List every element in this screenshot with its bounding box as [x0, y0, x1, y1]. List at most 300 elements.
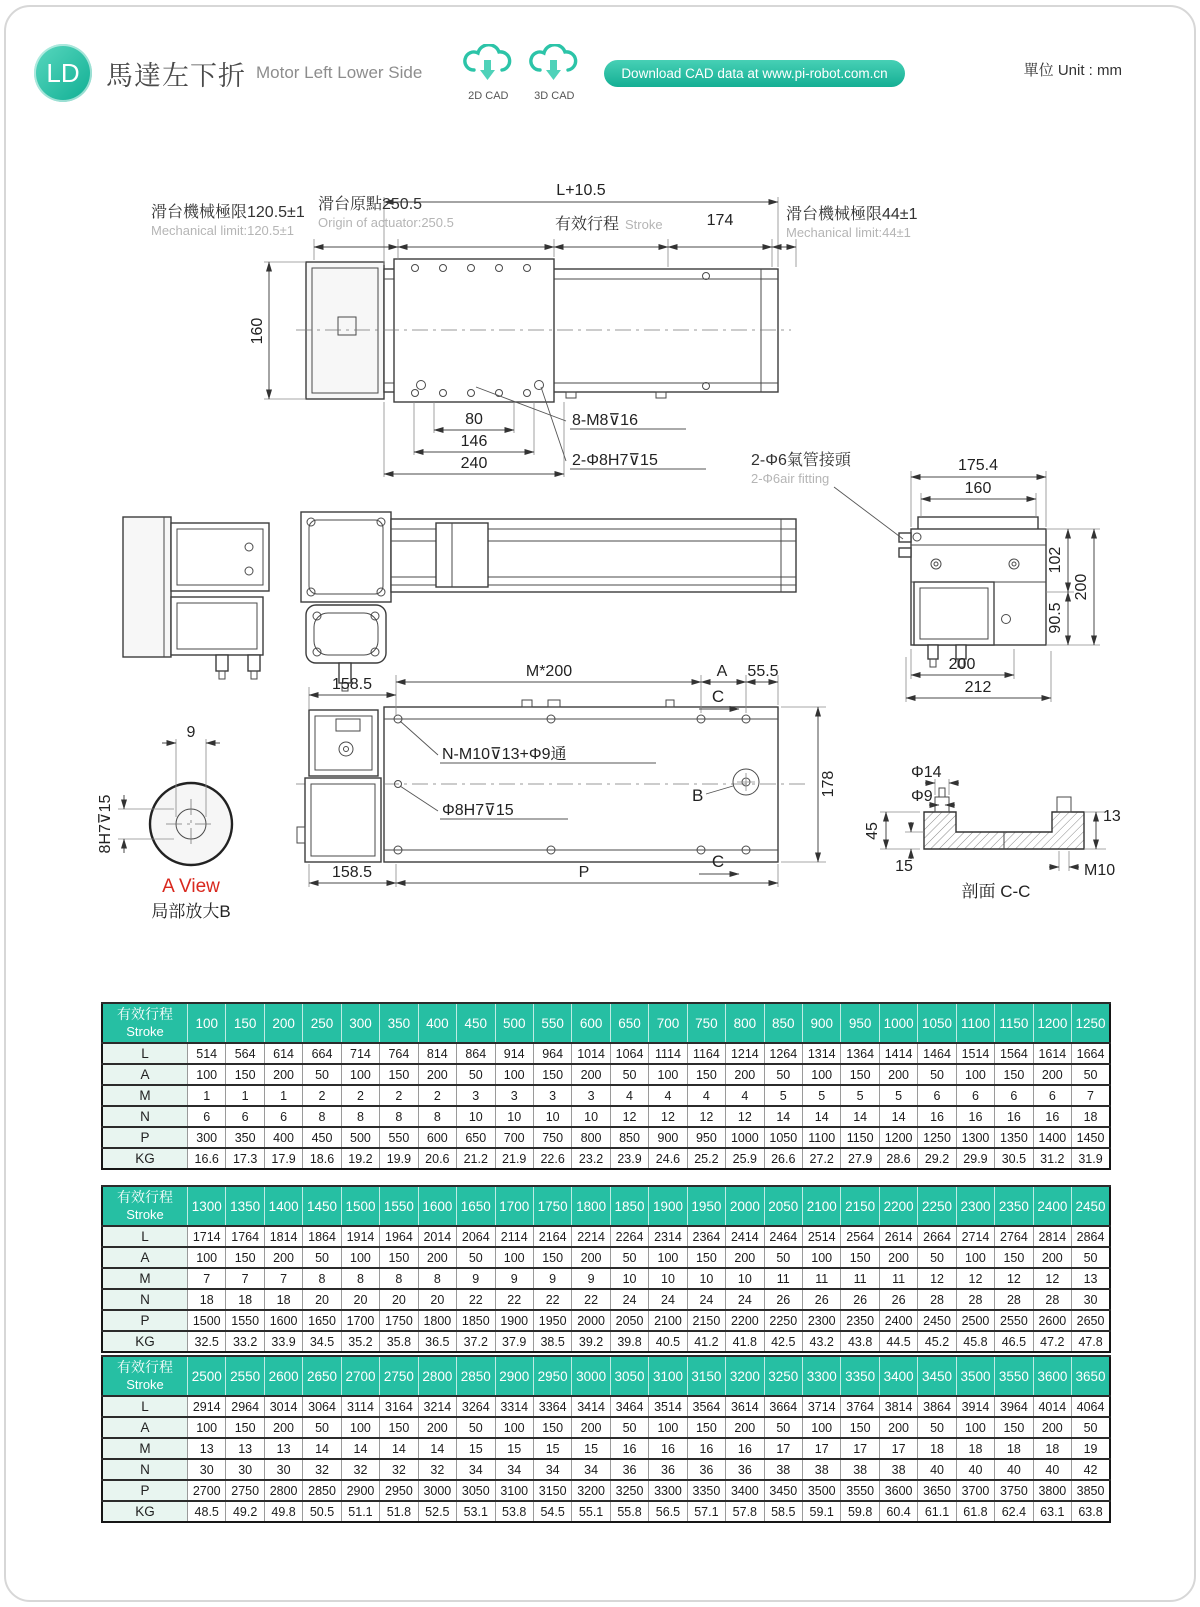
- spec-cell: 100: [341, 1064, 379, 1085]
- spec-cell: 29.2: [918, 1148, 956, 1169]
- spec-cell: 9: [495, 1268, 533, 1289]
- dim-origin-en: Origin of actuator:250.5: [318, 215, 454, 230]
- spec-cell: 1550: [226, 1310, 264, 1331]
- dim-240: 240: [460, 455, 488, 472]
- spec-cell: 16: [1033, 1106, 1071, 1127]
- stroke-value-header: 3300: [803, 1356, 841, 1396]
- spec-cell: 30: [188, 1459, 226, 1480]
- spec-cell: 7: [1072, 1085, 1110, 1106]
- stroke-header-label: 有效行程 Stroke: [102, 1356, 188, 1396]
- row-label-kg: KG: [102, 1501, 188, 1522]
- spec-cell: 2550: [995, 1310, 1033, 1331]
- spec-cell: 3850: [1072, 1480, 1110, 1501]
- download-cad-button[interactable]: [604, 60, 904, 87]
- spec-cell: 1400: [1033, 1127, 1071, 1148]
- spec-cell: 57.8: [726, 1501, 764, 1522]
- spec-cell: 15: [533, 1438, 571, 1459]
- stroke-value-header: 350: [380, 1003, 418, 1043]
- spec-cell: 18: [956, 1438, 994, 1459]
- spec-cell: 2: [303, 1085, 341, 1106]
- stroke-value-header: 2800: [418, 1356, 456, 1396]
- spec-cell: 17: [879, 1438, 917, 1459]
- spec-cell: 1264: [764, 1043, 802, 1064]
- stroke-value-header: 2250: [918, 1186, 956, 1226]
- spec-cell: 2114: [495, 1226, 533, 1247]
- callout-air-fitting-en: 2-Φ6air fitting: [751, 471, 830, 486]
- spec-cell: 2064: [457, 1226, 495, 1247]
- spec-cell: 14: [879, 1106, 917, 1127]
- spec-cell: 1764: [226, 1226, 264, 1247]
- spec-cell: 17: [764, 1438, 802, 1459]
- stroke-value-header: 1100: [956, 1003, 994, 1043]
- spec-cell: 3650: [918, 1480, 956, 1501]
- stroke-value-header: 3350: [841, 1356, 879, 1396]
- spec-cell: 11: [879, 1268, 917, 1289]
- stroke-value-header: 2050: [764, 1186, 802, 1226]
- spec-cell: 36: [649, 1459, 687, 1480]
- dim-212: 212: [964, 679, 992, 696]
- spec-cell: 50: [1072, 1417, 1110, 1438]
- stroke-value-header: 2350: [995, 1186, 1033, 1226]
- callout-phi8h7-plan: Φ8H7⊽15: [442, 802, 514, 819]
- spec-cell: 100: [956, 1247, 994, 1268]
- spec-cell: 1450: [1072, 1127, 1110, 1148]
- spec-cell: 3350: [687, 1480, 725, 1501]
- stroke-value-header: 400: [418, 1003, 456, 1043]
- stroke-value-header: 650: [610, 1003, 648, 1043]
- spec-cell: 40: [956, 1459, 994, 1480]
- stroke-value-header: 1750: [533, 1186, 571, 1226]
- spec-cell: 18: [918, 1438, 956, 1459]
- stroke-value-header: 2500: [188, 1356, 226, 1396]
- spec-cell: 1000: [726, 1127, 764, 1148]
- spec-cell: 60.4: [879, 1501, 917, 1522]
- row-label-kg: KG: [102, 1148, 188, 1169]
- spec-cell: 150: [380, 1417, 418, 1438]
- spec-cell: 2450: [918, 1310, 956, 1331]
- spec-cell: 800: [572, 1127, 610, 1148]
- spec-cell: 2150: [687, 1310, 725, 1331]
- spec-cell: 12: [649, 1106, 687, 1127]
- spec-cell: 8: [418, 1106, 456, 1127]
- spec-cell: 3750: [995, 1480, 1033, 1501]
- spec-cell: 13: [264, 1438, 302, 1459]
- spec-cell: 100: [495, 1417, 533, 1438]
- spec-cell: 6: [264, 1106, 302, 1127]
- row-label-n: N: [102, 1459, 188, 1480]
- spec-cell: 29.9: [956, 1148, 994, 1169]
- spec-cell: 2914: [188, 1396, 226, 1417]
- stroke-value-header: 100: [188, 1003, 226, 1043]
- spec-cell: 4: [649, 1085, 687, 1106]
- stroke-value-header: 850: [764, 1003, 802, 1043]
- spec-cell: 25.9: [726, 1148, 764, 1169]
- spec-cell: 2364: [687, 1226, 725, 1247]
- spec-cell: 150: [687, 1247, 725, 1268]
- spec-cell: 2: [380, 1085, 418, 1106]
- spec-cell: 100: [803, 1417, 841, 1438]
- spec-cell: 200: [418, 1417, 456, 1438]
- spec-cell: 1914: [341, 1226, 379, 1247]
- spec-cell: 38.5: [533, 1331, 571, 1352]
- spec-cell: 2: [418, 1085, 456, 1106]
- dim-174: 174: [706, 212, 734, 229]
- spec-cell: 150: [995, 1247, 1033, 1268]
- spec-cell: 24: [610, 1289, 648, 1310]
- spec-cell: 28: [1033, 1289, 1071, 1310]
- spec-cell: 1250: [918, 1127, 956, 1148]
- dim-m-200: M*200: [525, 663, 573, 680]
- spec-cell: 10: [495, 1106, 533, 1127]
- spec-cell: 2200: [726, 1310, 764, 1331]
- stroke-value-header: 3150: [687, 1356, 725, 1396]
- spec-cell: 2414: [726, 1226, 764, 1247]
- spec-cell: 54.5: [533, 1501, 571, 1522]
- spec-cell: 14: [380, 1438, 418, 1459]
- spec-cell: 6: [1033, 1085, 1071, 1106]
- spec-cell: 664: [303, 1043, 341, 1064]
- dim-9: 9: [186, 724, 196, 741]
- stroke-value-header: 750: [687, 1003, 725, 1043]
- spec-cell: 31.9: [1072, 1148, 1110, 1169]
- spec-cell: 20: [303, 1289, 341, 1310]
- spec-cell: 1314: [803, 1043, 841, 1064]
- spec-cell: 8: [380, 1106, 418, 1127]
- spec-cell: 32: [380, 1459, 418, 1480]
- spec-cell: 53.1: [457, 1501, 495, 1522]
- spec-cell: 3614: [726, 1396, 764, 1417]
- callout-2-phi8h7: 2-Φ8H7⊽15: [572, 452, 658, 469]
- spec-cell: 850: [610, 1127, 648, 1148]
- spec-cell: 1800: [418, 1310, 456, 1331]
- spec-cell: 300: [188, 1127, 226, 1148]
- spec-cell: 32.5: [188, 1331, 226, 1352]
- model-badge-label: LD: [46, 57, 80, 88]
- spec-cell: 150: [841, 1064, 879, 1085]
- spec-cell: 35.2: [341, 1331, 379, 1352]
- spec-cell: 13: [188, 1438, 226, 1459]
- spec-cell: 56.5: [649, 1501, 687, 1522]
- spec-cell: 1364: [841, 1043, 879, 1064]
- spec-cell: 26.6: [764, 1148, 802, 1169]
- spec-cell: 36: [726, 1459, 764, 1480]
- spec-cell: 8: [303, 1106, 341, 1127]
- stroke-value-header: 2900: [495, 1356, 533, 1396]
- spec-cell: 450: [303, 1127, 341, 1148]
- spec-cell: 1150: [841, 1127, 879, 1148]
- stroke-value-header: 1150: [995, 1003, 1033, 1043]
- spec-cell: 9: [572, 1268, 610, 1289]
- spec-cell: 8: [380, 1268, 418, 1289]
- spec-cell: 36: [687, 1459, 725, 1480]
- spec-cell: 1014: [572, 1043, 610, 1064]
- stroke-value-header: 200: [264, 1003, 302, 1043]
- dim-200-bottom: 200: [948, 656, 976, 673]
- dim-102: 102: [1047, 546, 1064, 574]
- spec-cell: 5: [803, 1085, 841, 1106]
- spec-cell: 100: [495, 1247, 533, 1268]
- spec-cell: 14: [841, 1106, 879, 1127]
- spec-cell: 16: [649, 1438, 687, 1459]
- dim-phi14: Φ14: [911, 764, 942, 781]
- spec-cell: 150: [687, 1064, 725, 1085]
- spec-cell: 32: [341, 1459, 379, 1480]
- spec-cell: 50: [303, 1064, 341, 1085]
- spec-cell: 3600: [879, 1480, 917, 1501]
- stroke-value-header: 2000: [726, 1186, 764, 1226]
- spec-cell: 32: [303, 1459, 341, 1480]
- spec-cell: 36.5: [418, 1331, 456, 1352]
- stroke-value-header: 2550: [226, 1356, 264, 1396]
- spec-cell: 3400: [726, 1480, 764, 1501]
- spec-cell: 3764: [841, 1396, 879, 1417]
- spec-cell: 2350: [841, 1310, 879, 1331]
- spec-cell: 27.2: [803, 1148, 841, 1169]
- spec-cell: 16: [995, 1106, 1033, 1127]
- spec-cell: 51.1: [341, 1501, 379, 1522]
- stroke-value-header: 2200: [879, 1186, 917, 1226]
- a-view-detail: [97, 724, 232, 921]
- cad-2d-label: 2D CAD: [468, 90, 509, 102]
- spec-cell: 4: [687, 1085, 725, 1106]
- spec-cell: 3: [495, 1085, 533, 1106]
- row-label-l: L: [102, 1226, 188, 1247]
- spec-cell: 14: [303, 1438, 341, 1459]
- spec-cell: 30: [226, 1459, 264, 1480]
- spec-cell: 18: [995, 1438, 1033, 1459]
- spec-cell: 50: [610, 1247, 648, 1268]
- spec-cell: 6: [995, 1085, 1033, 1106]
- spec-cell: 3564: [687, 1396, 725, 1417]
- spec-cell: 2700: [188, 1480, 226, 1501]
- spec-cell: 34: [495, 1459, 533, 1480]
- spec-cell: 59.1: [803, 1501, 841, 1522]
- spec-cell: 3100: [495, 1480, 533, 1501]
- dim-13: 13: [1103, 808, 1121, 825]
- dim-160-end: 160: [964, 480, 992, 497]
- technical-drawing: [6, 127, 1196, 999]
- spec-cell: 50: [457, 1417, 495, 1438]
- spec-cell: 15: [572, 1438, 610, 1459]
- download-cad-label: Download CAD data at www.pi-robot.com.cn: [621, 65, 888, 81]
- spec-cell: 2950: [380, 1480, 418, 1501]
- spec-cell: 1900: [495, 1310, 533, 1331]
- spec-cell: 150: [995, 1417, 1033, 1438]
- spec-cell: 10: [572, 1106, 610, 1127]
- spec-cell: 100: [341, 1247, 379, 1268]
- stroke-value-header: 2650: [303, 1356, 341, 1396]
- spec-cell: 2050: [610, 1310, 648, 1331]
- spec-cell: 50: [303, 1417, 341, 1438]
- spec-cell: 14: [341, 1438, 379, 1459]
- row-label-p: P: [102, 1127, 188, 1148]
- cad-download-icons: [460, 44, 582, 102]
- spec-cell: 11: [764, 1268, 802, 1289]
- spec-cell: 200: [264, 1417, 302, 1438]
- spec-cell: 1214: [726, 1043, 764, 1064]
- spec-cell: 45.2: [918, 1331, 956, 1352]
- row-label-a: A: [102, 1064, 188, 1085]
- callout-air-fitting-zh: 2-Φ6氣管接頭: [751, 452, 851, 469]
- spec-cell: 3: [572, 1085, 610, 1106]
- row-label-a: A: [102, 1417, 188, 1438]
- spec-cell: 1514: [956, 1043, 994, 1064]
- stroke-value-header: 1350: [226, 1186, 264, 1226]
- cad-2d-download[interactable]: [460, 44, 516, 102]
- spec-cell: 38: [841, 1459, 879, 1480]
- spec-cell: 16.6: [188, 1148, 226, 1169]
- spec-cell: 200: [264, 1064, 302, 1085]
- spec-cell: 6: [956, 1085, 994, 1106]
- dim-90-5: 90.5: [1047, 602, 1064, 634]
- spec-cell: 200: [572, 1417, 610, 1438]
- spec-cell: 2214: [572, 1226, 610, 1247]
- spec-cell: 400: [264, 1127, 302, 1148]
- spec-cell: 28: [995, 1289, 1033, 1310]
- spec-cell: 900: [649, 1127, 687, 1148]
- spec-cell: 700: [495, 1127, 533, 1148]
- spec-cell: 26: [879, 1289, 917, 1310]
- spec-cell: 42: [1072, 1459, 1110, 1480]
- spec-cell: 1050: [764, 1127, 802, 1148]
- spec-cell: 38: [764, 1459, 802, 1480]
- spec-cell: 100: [956, 1417, 994, 1438]
- spec-cell: 18: [264, 1289, 302, 1310]
- spec-cell: 1164: [687, 1043, 725, 1064]
- spec-cell: 3914: [956, 1396, 994, 1417]
- spec-cell: 3700: [956, 1480, 994, 1501]
- spec-cell: 3164: [380, 1396, 418, 1417]
- stroke-value-header: 1200: [1033, 1003, 1071, 1043]
- stroke-value-header: 3450: [918, 1356, 956, 1396]
- spec-cell: 100: [956, 1064, 994, 1085]
- spec-cell: 2314: [649, 1226, 687, 1247]
- spec-cell: 37.2: [457, 1331, 495, 1352]
- spec-cell: 1814: [264, 1226, 302, 1247]
- spec-cell: 764: [380, 1043, 418, 1064]
- spec-cell: 22: [457, 1289, 495, 1310]
- row-label-kg: KG: [102, 1331, 188, 1352]
- cloud-download-icon: [526, 44, 582, 89]
- spec-cell: 22: [533, 1289, 571, 1310]
- spec-cell: 6: [226, 1106, 264, 1127]
- spec-cell: 33.2: [226, 1331, 264, 1352]
- spec-cell: 6: [188, 1106, 226, 1127]
- a-view-caption: A View: [162, 876, 220, 897]
- stroke-value-header: 950: [841, 1003, 879, 1043]
- spec-cell: 2900: [341, 1480, 379, 1501]
- spec-cell: 100: [803, 1247, 841, 1268]
- spec-cell: 28: [918, 1289, 956, 1310]
- spec-cell: 43.8: [841, 1331, 879, 1352]
- spec-cell: 10: [610, 1268, 648, 1289]
- spec-cell: 40: [1033, 1459, 1071, 1480]
- spec-cell: 5: [841, 1085, 879, 1106]
- spec-cell: 964: [533, 1043, 571, 1064]
- spec-cell: 200: [1033, 1417, 1071, 1438]
- spec-cell: 100: [803, 1064, 841, 1085]
- spec-cell: 564: [226, 1043, 264, 1064]
- spec-cell: 1: [264, 1085, 302, 1106]
- spec-cell: 34: [457, 1459, 495, 1480]
- spec-cell: 61.1: [918, 1501, 956, 1522]
- spec-cell: 3050: [457, 1480, 495, 1501]
- cloud-download-icon: [460, 44, 516, 89]
- spec-cell: 50: [1072, 1064, 1110, 1085]
- spec-cell: 12: [956, 1268, 994, 1289]
- spec-cell: 1300: [956, 1127, 994, 1148]
- spec-cell: 150: [533, 1247, 571, 1268]
- spec-cell: 41.8: [726, 1331, 764, 1352]
- stroke-value-header: 1050: [918, 1003, 956, 1043]
- spec-cell: 53.8: [495, 1501, 533, 1522]
- spec-cell: 22: [495, 1289, 533, 1310]
- spec-cell: 3814: [879, 1396, 917, 1417]
- spec-cell: 28: [956, 1289, 994, 1310]
- datasheet-page: [4, 5, 1196, 1602]
- spec-cell: 5: [764, 1085, 802, 1106]
- spec-cell: 1564: [995, 1043, 1033, 1064]
- cad-3d-download[interactable]: [526, 44, 582, 102]
- dim-178: 178: [820, 770, 837, 798]
- spec-cell: 20: [380, 1289, 418, 1310]
- row-label-n: N: [102, 1106, 188, 1127]
- spec-cell: 9: [457, 1268, 495, 1289]
- spec-cell: 50: [610, 1064, 648, 1085]
- spec-cell: 2500: [956, 1310, 994, 1331]
- spec-cell: 3464: [610, 1396, 648, 1417]
- stroke-value-header: 150: [226, 1003, 264, 1043]
- spec-cell: 26: [841, 1289, 879, 1310]
- spec-cell: 2750: [226, 1480, 264, 1501]
- spec-cell: 4: [726, 1085, 764, 1106]
- spec-cell: 39.2: [572, 1331, 610, 1352]
- spec-cell: 16: [956, 1106, 994, 1127]
- stroke-value-header: 700: [649, 1003, 687, 1043]
- dim-total-length: L+10.5: [556, 182, 606, 199]
- spec-cell: 10: [649, 1268, 687, 1289]
- spec-cell: 150: [687, 1417, 725, 1438]
- spec-cell: 2300: [803, 1310, 841, 1331]
- dim-mech-limit-left-en: Mechanical limit:120.5±1: [151, 223, 294, 238]
- spec-cell: 150: [533, 1417, 571, 1438]
- spec-cell: 814: [418, 1043, 456, 1064]
- stroke-value-header: 2100: [803, 1186, 841, 1226]
- dim-mech-limit-left-zh: 滑台機械極限120.5±1: [151, 204, 305, 221]
- dim-m10: M10: [1084, 862, 1116, 879]
- spec-cell: 2014: [418, 1226, 456, 1247]
- spec-cell: 150: [380, 1247, 418, 1268]
- spec-cell: 50: [918, 1247, 956, 1268]
- spec-cell: 3550: [841, 1480, 879, 1501]
- top-view-drawing: [151, 182, 918, 477]
- stroke-value-header: 3550: [995, 1356, 1033, 1396]
- spec-cell: 100: [649, 1417, 687, 1438]
- dim-p: P: [578, 864, 590, 881]
- spec-cell: 150: [995, 1064, 1033, 1085]
- spec-cell: 2764: [995, 1226, 1033, 1247]
- spec-cell: 150: [380, 1064, 418, 1085]
- spec-cell: 19.9: [380, 1148, 418, 1169]
- spec-cell: 4064: [1072, 1396, 1110, 1417]
- spec-cell: 50: [1072, 1247, 1110, 1268]
- spec-cell: 200: [726, 1064, 764, 1085]
- spec-cell: 5: [879, 1085, 917, 1106]
- spec-cell: 18.6: [303, 1148, 341, 1169]
- stroke-value-header: 1450: [303, 1186, 341, 1226]
- spec-cell: 2100: [649, 1310, 687, 1331]
- spec-cell: 18: [188, 1289, 226, 1310]
